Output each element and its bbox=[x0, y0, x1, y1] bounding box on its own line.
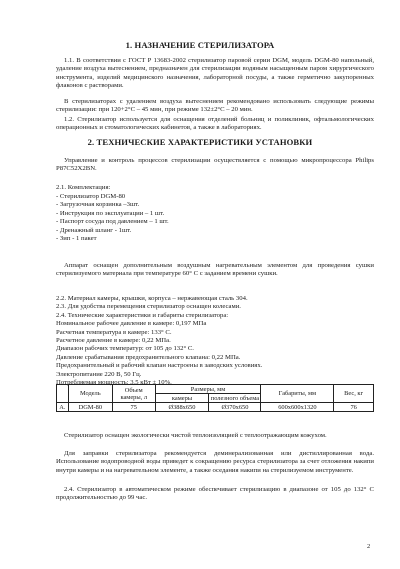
header-sizes: Размеры, мм bbox=[155, 385, 261, 394]
spec-line: Потребляемая мощность: 3,5 кВт ± 10%. bbox=[56, 379, 172, 387]
list-item: - Паспорт сосуда под давлением – 1 шт. bbox=[56, 218, 169, 226]
header-model: Модель bbox=[68, 385, 112, 403]
paragraph-1-1: 1.1. В соответствии с ГОСТ Р 13683-2002 стерилизатор паровой серии DGM, модель DGM-80 напольный, удаление воздуха вытеснением, предназначен для стерилизации водяным насыщенным паром хирургического инструмента, изделий медицинского назначения, лабораторной посуды, а также герметично закупоренных флаконов с растворами. bbox=[56, 57, 374, 90]
list-item: - Стерилизатор DGM-80 bbox=[56, 193, 126, 200]
spec-line: Давление срабатывания предохранительного клапана: 0,22 МПа. bbox=[56, 353, 241, 361]
spec-line: Диапазон рабочих температур: от 105 до 132° С. bbox=[56, 345, 194, 353]
header-volume: Объем камеры, л bbox=[112, 385, 155, 403]
spec-line: 2.4. Технические характеристики и габариты стерилизатора: bbox=[56, 311, 229, 319]
paragraph-insulation: Стерилизатор оснащен экологически чистой теплоизоляцией с теплоотражающим кожухом. bbox=[64, 432, 327, 439]
complect-title: 2.1. Комплектация: bbox=[56, 184, 111, 191]
table-header-row bbox=[57, 385, 374, 394]
cell-useful: Ø370x650 bbox=[209, 403, 261, 412]
spec-table bbox=[56, 384, 374, 412]
table-row bbox=[57, 403, 374, 412]
cell-volume: 75 bbox=[112, 403, 155, 412]
header-weight: Вес, кг bbox=[334, 385, 374, 403]
cell-weight: 76 bbox=[334, 403, 374, 412]
header-useful: полезного объема bbox=[210, 394, 260, 402]
spec-line: Расчетное давление в камере: 0,22 МПа. bbox=[56, 337, 171, 345]
header-chamber: камеры bbox=[155, 394, 209, 403]
specs-list bbox=[56, 295, 262, 387]
paragraph-1-2: 1.2. Стерилизатор используется для оснащения отделений больниц и поликлиник, офтальмологических операционных и стоматологических кабинетов, а также в лабораториях. bbox=[56, 116, 374, 132]
complect-list bbox=[56, 193, 169, 243]
list-item: - Загрузочная корзинка –3шт. bbox=[56, 201, 140, 209]
page-number: 2 bbox=[367, 543, 371, 550]
cell-letter: А. bbox=[57, 403, 69, 412]
paragraph-heater: Аппарат оснащен дополнительным воздушным нагревательным элементом для проведения сушки стерилизуемого материала при температуре 60° С с заданием времени сушки. bbox=[56, 262, 374, 278]
paragraph-control: Управление и контроль процессов стерилизации осуществляется с помощью микропроцессора Philips P87C52X2BN. bbox=[56, 157, 374, 173]
spec-line: Номинальное рабочее давление в камере: 0,197 МПа bbox=[56, 320, 207, 328]
list-item: - Зип - 1 пакет bbox=[56, 235, 97, 243]
list-item: - Инструкция по эксплуатации – 1 шт. bbox=[56, 209, 165, 217]
paragraph-water: Для заправки стерилизатора рекомендуется деминерализованная или дистиллированная вода. Использование водопроводной воды приведет к сокращению ресурса стерилизатора за счет отложения накипи внутри камеры и на нагревательном элементе, а также оседания накипи на стерилизуемом инструменте. bbox=[56, 450, 374, 474]
cell-model: DGM-80 bbox=[68, 403, 112, 412]
spec-line: Расчетная температура в камере: 133° С. bbox=[56, 328, 172, 336]
paragraph-auto-mode: 2.4. Стерилизатор в автоматическом режиме обеспечивает стерилизацию в диапазоне от 105 до 132° С продолжительностью до 99 час. bbox=[56, 486, 374, 502]
cell-chamber: Ø388x650 bbox=[155, 403, 209, 412]
section-1-heading: 1. НАЗНАЧЕНИЕ СТЕРИЛИЗАТОРА bbox=[125, 40, 275, 50]
paragraph-modes: В стерилизаторах с удалением воздуха вытеснением рекомендовано использовать следующие режимы стерилизации: при 120+2°С – 45 мин, при режиме 132±2°С – 20 мин. bbox=[56, 98, 374, 114]
list-item: - Дренажный шланг - 1шт. bbox=[56, 226, 132, 234]
cell-dims: 600x600x1320 bbox=[261, 403, 334, 412]
header-dims: Габариты, мм bbox=[261, 385, 334, 403]
spec-line: 2.2. Материал камеры, крышки, корпуса – нержавеющая сталь 304. bbox=[56, 295, 248, 302]
spec-line: 2.3. Для удобства перемещения стерилизатор оснащен колесами. bbox=[56, 303, 241, 311]
spec-line: Электропитание 220 В, 50 Гц. bbox=[56, 370, 142, 378]
spec-line: Предохранительный и рабочий клапан настроены в заводских условиях. bbox=[56, 362, 263, 370]
section-2-heading: 2. ТЕХНИЧЕСКИЕ ХАРАКТЕРИСТИКИ УСТАНОВКИ bbox=[87, 137, 313, 147]
